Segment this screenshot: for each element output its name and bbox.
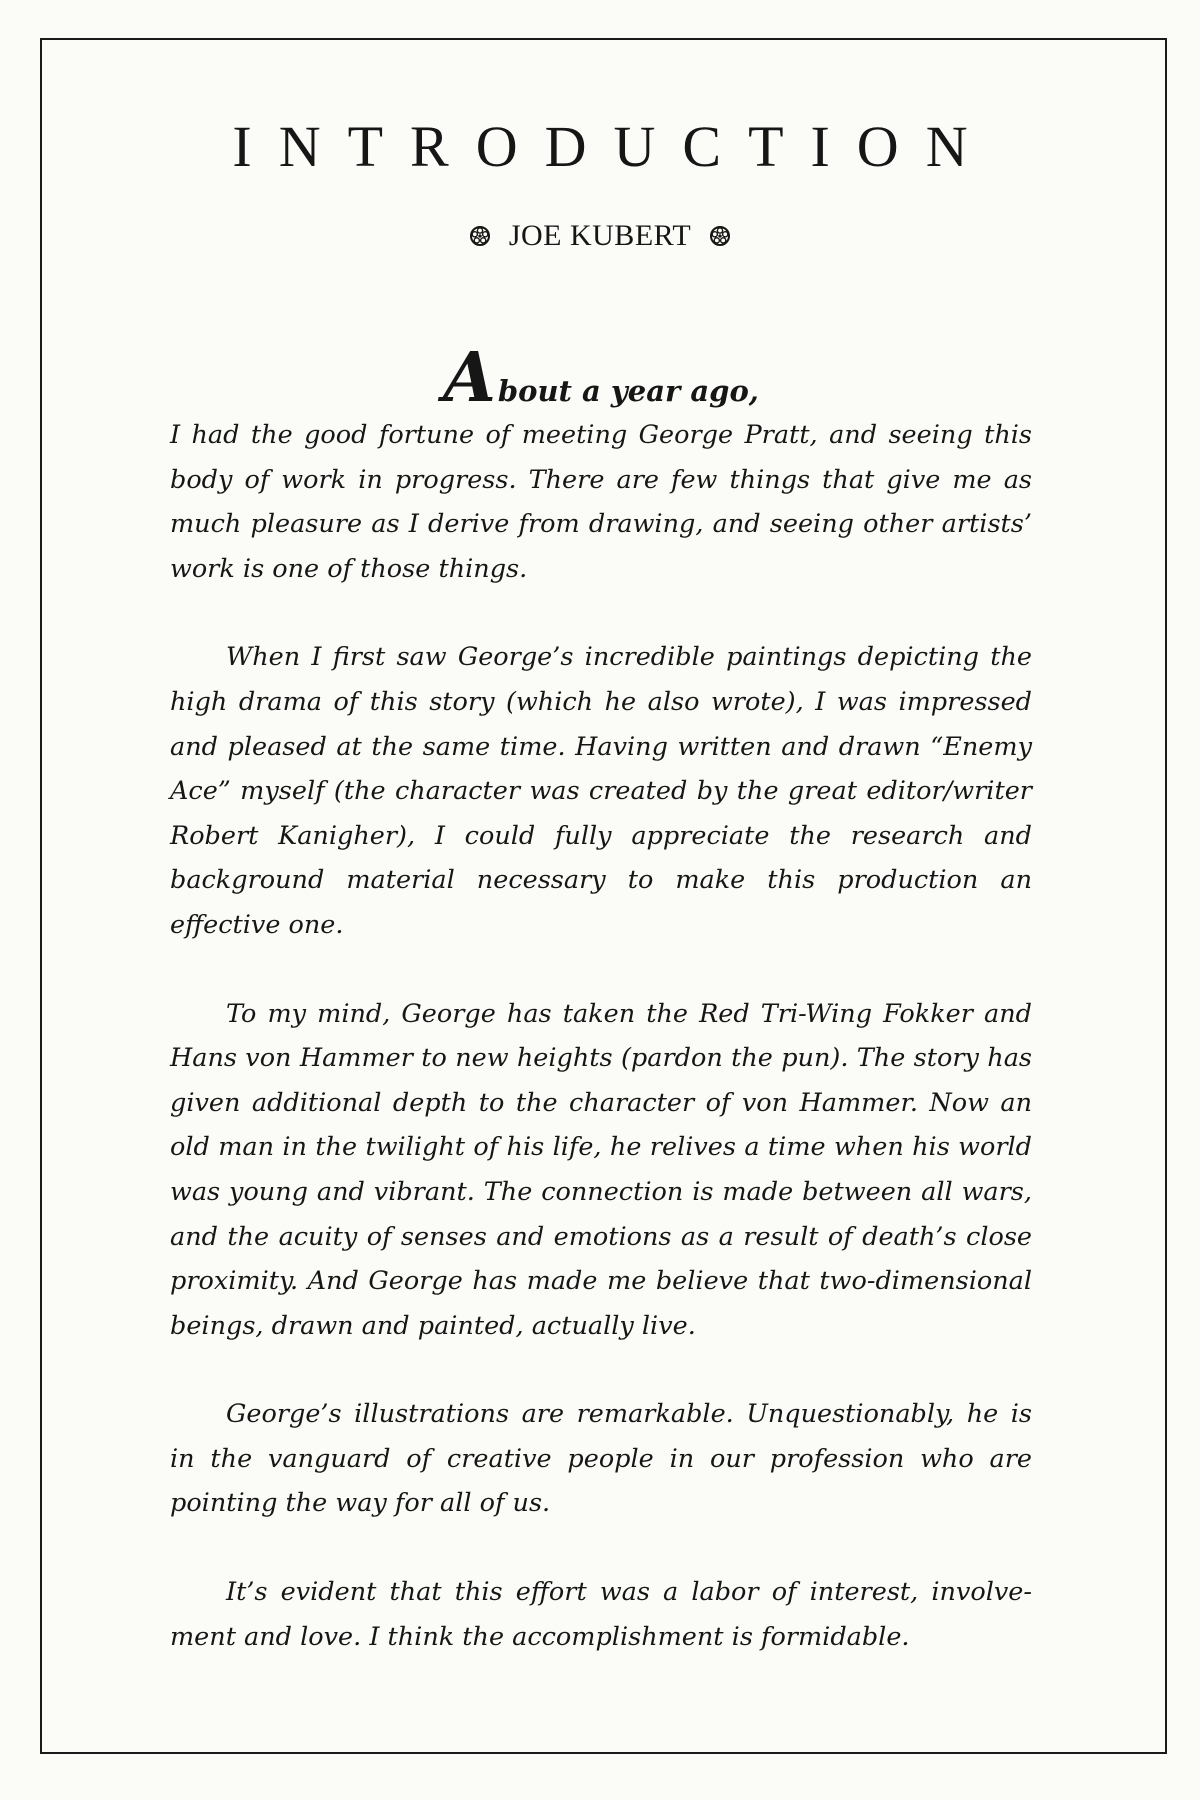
lead-line — [170, 335, 1032, 418]
flower-ornament-icon — [709, 225, 731, 247]
author-name: JOE KUBERT — [508, 219, 692, 252]
byline — [0, 221, 1200, 251]
drop-cap: A — [443, 337, 496, 418]
paragraph-3: To my mind, George has taken the Red Tri-Wing Fokker and Hans von Hammer to new heights (pardon the pun). The story has given additional depth to the character of von Hammer. Now an old man in the twilight of his life, he relives a time when his world was young and vibrant. The connection is made between all wars, and the acuity of senses and emotions as a result of death’s close proximity. And George has made me believe that two-dimensional beings, drawn and painted, actually live. — [170, 998, 1032, 1341]
page-title: INTRODUCTION — [232, 114, 995, 179]
paragraph-4: George’s illustrations are remarkable. Unquestionably, he is in the vanguard of creative people in our profession who are pointing the way for all of us. — [170, 1399, 1032, 1519]
flower-ornament-icon — [469, 225, 491, 247]
article-body — [170, 335, 1032, 1659]
paragraph-1: I had the good fortune of meeting George Pratt, and seeing this body of work in progress. There are few things that give me as much pleasure as I derive from drawing, and seeing other artists’ work is one of those things. — [170, 420, 1032, 584]
paragraph-2: When I first saw George’s incredible paintings depicting the high drama of this story (which he also wrote), I was impressed and pleased at the same time. Having written and drawn “Enemy Ace” myself (the character was created by the great editor/writer Robert Kanigher), I could fully appreciate the research and background material necessary to make this production an effective one. — [170, 642, 1032, 940]
lead-phrase: bout a year ago, — [497, 374, 759, 408]
paragraph-5: It’s evident that this effort was a labor of interest, involvement and love. I think the accomplishment is formidable. — [170, 1577, 1032, 1652]
